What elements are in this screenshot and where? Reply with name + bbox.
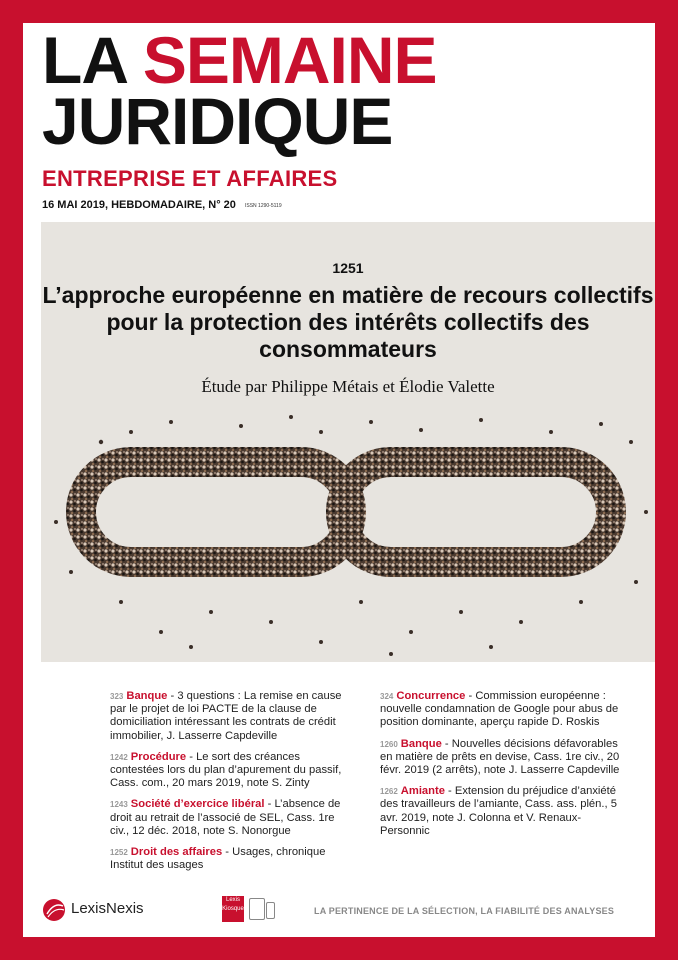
toc-entry-number: 323 bbox=[110, 692, 124, 701]
toc-entry-text: - Le sort des créances contestées lors du plan d’apurement du passif, Cass. com., 20 mars 2019, note S. Zinty bbox=[110, 750, 342, 790]
cover-headline: L’approche européenne en matière de recours collectifs pour la protection des intérêts collectifs des consommateurs bbox=[42, 282, 654, 363]
toc-entry-topic: Banque bbox=[126, 690, 168, 702]
issue-line: 16 MAI 2019, HEBDOMADAIRE, N° 20 bbox=[42, 199, 236, 211]
toc-entry-text: - Nouvelles décisions défavorables en matière de prêts en devise, Cass. 1re civ., 20 févr. 2019 (2 arrêts), note J. Lasserre Capdeville bbox=[380, 737, 620, 777]
crowd-chain-photo bbox=[41, 402, 655, 662]
toc-entry-number: 1262 bbox=[380, 787, 398, 797]
tablet-icon bbox=[249, 898, 265, 920]
toc-right-column bbox=[380, 690, 620, 846]
toc-entry[interactable] bbox=[380, 738, 620, 778]
footer-tagline: LA PERTINENCE DE LA SÉLECTION, LA FIABILITÉ DES ANALYSES bbox=[314, 906, 615, 916]
toc-entry-text: - Extension du préjudice d’anxiété des travailleurs de l’amiante, Cass. ass. plén., 5 avr. 2019, note J. Colonna et V. Renaux-Personnic bbox=[380, 785, 617, 837]
toc-left-column bbox=[110, 690, 345, 880]
toc-entry-text: - Commission européenne : nouvelle condamnation de Google pour abus de position dominante, aperçu rapide D. Roskis bbox=[380, 690, 619, 729]
toc-entry-number: 1243 bbox=[110, 800, 128, 810]
toc-entry-topic: Société d’exercice libéral bbox=[130, 798, 265, 811]
title-la: LA bbox=[42, 23, 126, 97]
masthead-subtitle: ENTREPRISE ET AFFAIRES bbox=[42, 166, 338, 191]
cover-byline: Étude par Philippe Métais et Élodie Valette bbox=[201, 377, 495, 396]
toc-entry-topic: Droit des affaires bbox=[130, 846, 223, 859]
toc-entry-number: 324 bbox=[380, 692, 394, 701]
toc-entry[interactable] bbox=[110, 751, 345, 791]
toc-entry-text: - 3 questions : La remise en cause par le projet de loi PACTE de la clause de domiciliation intéressant les contrats de crédit immobilier, J. Lasserre Capdeville bbox=[110, 690, 342, 742]
toc-entry-number: 1252 bbox=[110, 848, 128, 858]
cover-story bbox=[41, 222, 655, 662]
issn: ISSN 1290-5119 bbox=[245, 203, 282, 209]
toc-entry-topic: Procédure bbox=[130, 750, 187, 763]
toc-entry[interactable] bbox=[380, 690, 620, 730]
masthead-title-line2: JURIDIQUE bbox=[42, 84, 393, 158]
toc-entry-text: - L’absence de droit au retrait de l’associé de SEL, Cass. 1re civ., 12 déc. 2018, note S. Nonorgue bbox=[110, 798, 341, 837]
toc-entry-topic: Amiante bbox=[400, 785, 445, 798]
title-semaine: SEMAINE bbox=[142, 23, 437, 97]
toc-entry-text: - Usages, chronique Institut des usages bbox=[110, 846, 326, 872]
toc-entry-topic: Concurrence bbox=[396, 690, 466, 702]
toc-entry[interactable] bbox=[380, 785, 620, 838]
toc-entry[interactable] bbox=[110, 846, 345, 872]
toc-entry[interactable] bbox=[110, 690, 345, 743]
lexisnexis-logo-icon bbox=[42, 898, 68, 922]
toc-entry-number: 1242 bbox=[110, 752, 128, 762]
toc-entry[interactable] bbox=[110, 798, 345, 838]
lexisnexis-brand: LexisNexis bbox=[71, 900, 144, 917]
lexis-kiosque-badge: Lexis Kiosque bbox=[222, 896, 244, 922]
article-number: 1251 bbox=[332, 260, 364, 276]
phone-icon bbox=[266, 902, 275, 919]
toc-entry-number: 1260 bbox=[380, 739, 398, 749]
toc-entry-topic: Banque bbox=[400, 737, 442, 750]
